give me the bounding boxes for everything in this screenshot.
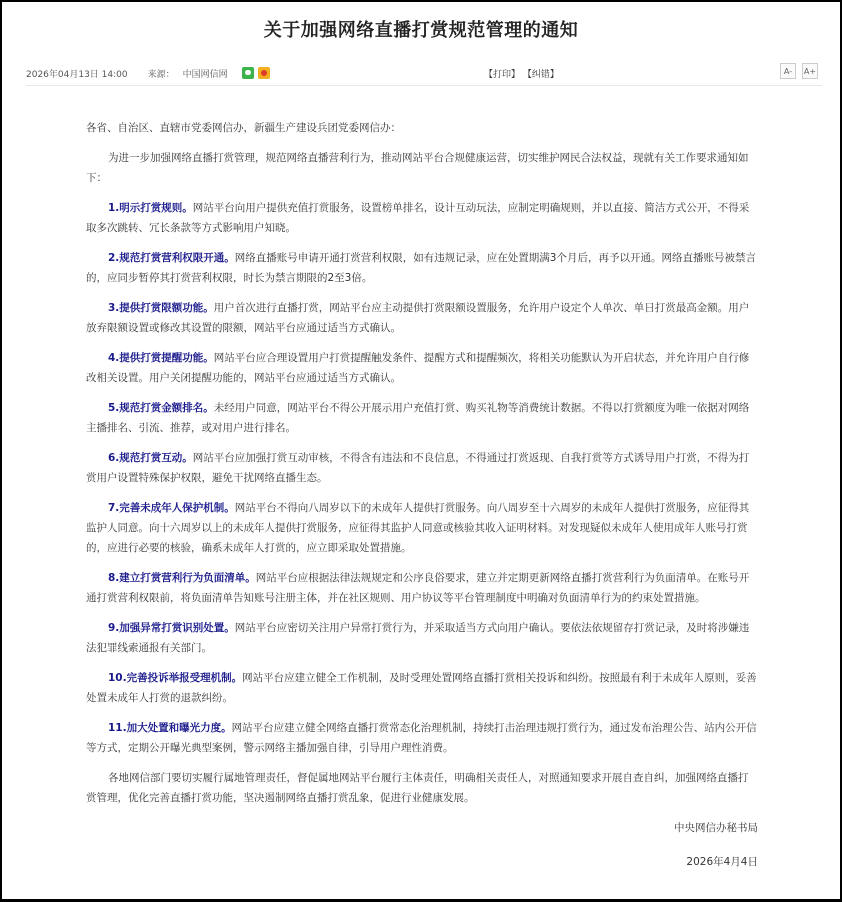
item-text: 网站平台应根据法律法规规定和公序良俗要求，建立并定期更新网络直播打赏营利行为负面清单。在账号开通打赏营利权限前，将负面清单告知账号注册主体，并在社区规则、用户协议等平台管理制度中明确对负面清单行为的约束处置措施。 <box>86 572 750 604</box>
item-heading: 5.规范打赏金额排名。 <box>108 402 214 414</box>
item-heading: 3.提供打赏限额功能。 <box>108 302 214 314</box>
publish-date: 2026年04月13日 14:00 <box>26 70 128 80</box>
article-meta-bar <box>26 60 822 86</box>
item-paragraph <box>86 298 758 338</box>
wechat-share-icon[interactable] <box>242 67 254 79</box>
item-heading: 4.提供打赏提醒功能。 <box>108 352 214 364</box>
item-paragraph <box>86 198 758 238</box>
item-heading: 2.规范打赏营利权限开通。 <box>108 252 235 264</box>
page-title: 关于加强网络直播打赏规范管理的通知 <box>263 20 579 41</box>
item-heading: 7.完善未成年人保护机制。 <box>108 502 235 514</box>
closing-paragraph: 各地网信部门要切实履行属地管理责任，督促属地网站平台履行主体责任，明确相关责任人，对照通知要求开展自查自纠，加强网络直播打赏管理，优化完善直播打赏功能，坚决遏制网络直播打赏乱象，促进行业健康发展。 <box>86 772 749 804</box>
weibo-share-icon[interactable] <box>258 67 270 79</box>
item-paragraph <box>86 498 758 558</box>
meta-left <box>26 67 274 80</box>
source-label: 来源： <box>147 70 175 80</box>
item-paragraph <box>86 668 758 708</box>
intro-paragraph: 为进一步加强网络直播打赏管理，规范网络直播营利行为，推动网站平台合规健康运营，切实维护网民合法权益，现就有关工作要求通知如下： <box>86 152 749 184</box>
item-text: 未经用户同意，网站平台不得公开展示用户充值打赏、购买礼物等消费统计数据。不得以打赏额度为唯一依据对网络主播排名、引流、推荐，或对用户进行排名。 <box>86 402 750 434</box>
item-heading: 11.加大处置和曝光力度。 <box>108 722 232 734</box>
item-text: 网站平台向用户提供充值打赏服务，设置榜单排名，设计互动玩法，应制定明确规则，并以直接、简洁方式公开，不得采取多次跳转、冗长条款等方式影响用户知晓。 <box>86 202 750 234</box>
item-text: 网站平台应合理设置用户打赏提醒触发条件、提醒方式和提醒频次，将相关功能默认为开启状态，并允许用户自行修改相关设置。用户关闭提醒功能的，网站平台应通过适当方式确认。 <box>86 352 750 384</box>
signature: 中央网信办秘书局 <box>674 822 758 834</box>
correction-link[interactable]: 【纠错】 <box>522 70 559 80</box>
item-paragraph <box>86 398 758 438</box>
print-correction-links <box>484 67 559 80</box>
item-text: 网络直播账号申请开通打赏营利权限，如有违规记录，应在处置期满3个月后，再予以开通。网络直播账号被禁言的，应同步暂停其打赏营利权限，时长为禁言期限的2至3倍。 <box>86 252 756 284</box>
item-paragraph <box>86 618 758 658</box>
item-text: 用户首次进行直播打赏，网站平台应主动提供打赏限额设置服务，允许用户设定个人单次、单日打赏最高金额。用户放弃限额设置或修改其设置的限额，网站平台应通过适当方式确认。 <box>86 302 750 334</box>
item-paragraph <box>86 248 758 288</box>
print-link[interactable]: 【打印】 <box>484 70 521 80</box>
font-decrease-button[interactable]: A- <box>780 63 796 79</box>
item-text: 网站平台应密切关注用户异常打赏行为，并采取适当方式向用户确认。要依法依规留存打赏记录，及时将涉嫌违法犯罪线索通报有关部门。 <box>86 622 750 654</box>
item-heading: 6.规范打赏互动。 <box>108 452 193 464</box>
source-name: 中国网信网 <box>182 70 228 80</box>
item-paragraph <box>86 348 758 388</box>
font-increase-button[interactable]: A+ <box>802 63 818 79</box>
item-heading: 1.明示打赏规则。 <box>108 202 193 214</box>
item-paragraph <box>86 568 758 608</box>
item-text: 网站平台应加强打赏互动审核，不得含有违法和不良信息，不得通过打赏返现、自我打赏等方式诱导用户打赏，不得为打赏用户设置特殊保护权限，避免干扰网络直播生态。 <box>86 452 750 484</box>
signature-date: 2026年4月4日 <box>686 856 758 868</box>
item-paragraph <box>86 448 758 488</box>
salutation: 各省、自治区、直辖市党委网信办，新疆生产建设兵团党委网信办： <box>86 122 401 134</box>
article-body <box>86 118 758 886</box>
item-text: 网站平台应建立健全工作机制，及时受理处置网络直播打赏相关投诉和纠纷。按照最有利于未成年人原则，妥善处置未成年人打赏的退款纠纷。 <box>86 672 757 704</box>
item-paragraph <box>86 718 758 758</box>
item-heading: 9.加强异常打赏识别处置。 <box>108 622 235 634</box>
font-size-controls <box>780 63 818 79</box>
item-text: 网站平台不得向八周岁以下的未成年人提供打赏服务。向八周岁至十六周岁的未成年人提供打赏服务，应征得其监护人同意。向十六周岁以上的未成年人提供打赏服务，应征得其监护人同意或核验其收入证明材料。对发现疑似未成年人使用成年人账号打赏的，应进行必要的核验，确系未成年人打赏的，应立即采取处置措施。 <box>86 502 750 554</box>
item-text: 网站平台应建立健全网络直播打赏常态化治理机制，持续打击治理违规打赏行为，通过发布治理公告、站内公开信等方式，定期公开曝光典型案例，警示网络主播加强自律，引导用户理性消费。 <box>86 722 757 754</box>
item-heading: 10.完善投诉举报受理机制。 <box>108 672 243 684</box>
item-heading: 8.建立打赏营利行为负面清单。 <box>108 572 256 584</box>
